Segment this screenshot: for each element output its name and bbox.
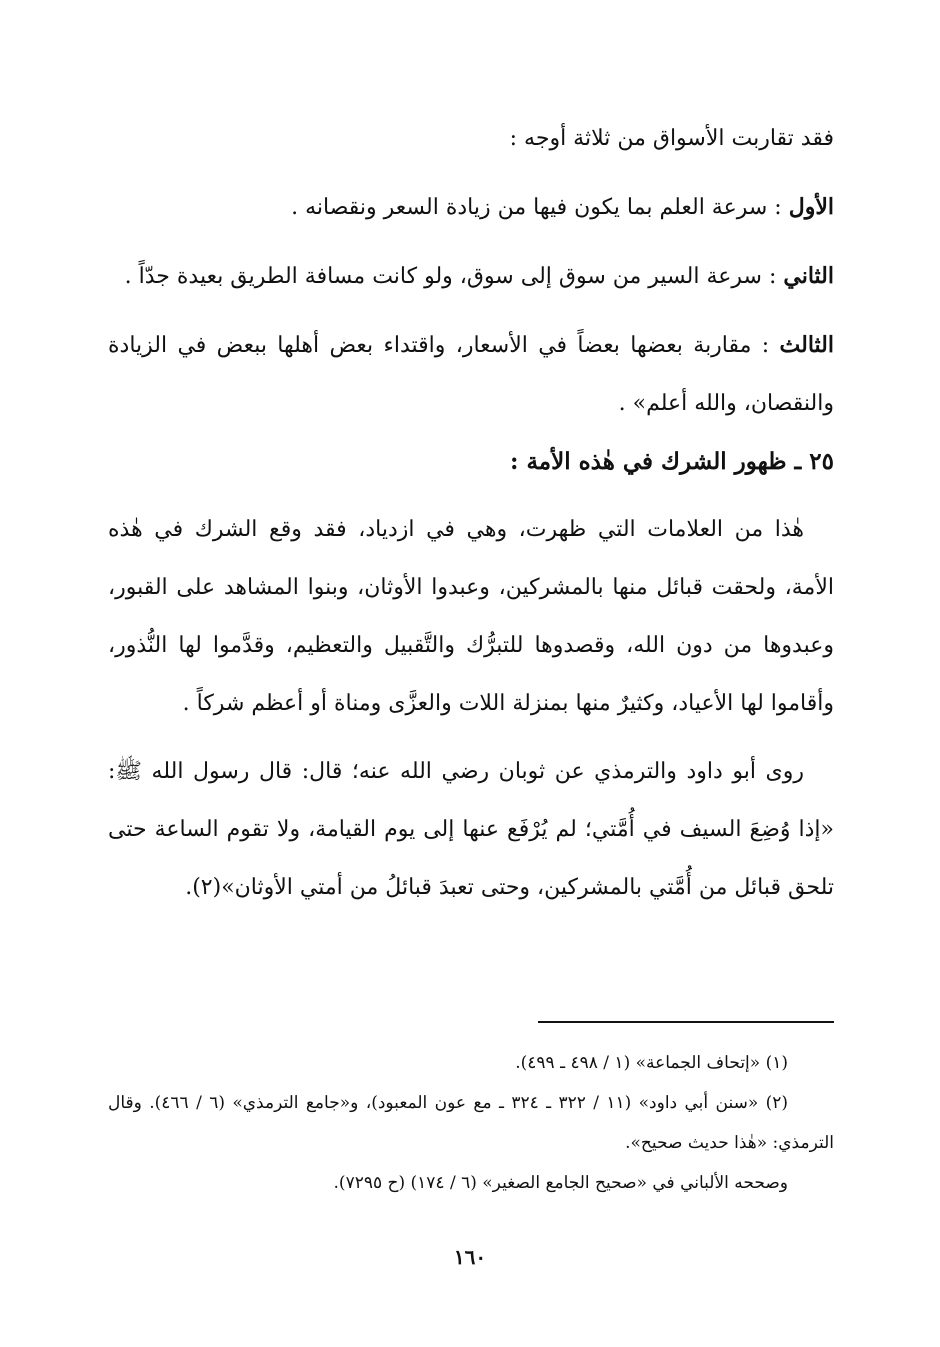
footnote-1: (١) «إتحاف الجماعة» (١ / ٤٩٨ ـ ٤٩٩). xyxy=(515,1053,788,1073)
intro-line: فقد تقاربت الأسواق من ثلاثة أوجه : xyxy=(509,126,834,151)
item-first-text: : سرعة العلم بما يكون فيها من زيادة السعر ونقصانه . xyxy=(291,195,782,220)
item-second-text: : سرعة السير من سوق إلى سوق، ولو كانت مسافة الطريق بعيدة جدّاً . xyxy=(124,264,777,289)
paragraph-hadith: روى أبو داود والترمذي عن ثوبان رضي الله عنه؛ قال: قال رسول الله ﷺ: «إذا وُضِعَ السيف في أُمَّتي؛ لم يُرْفَع عنها إلى يوم القيامة، ولا تقوم الساعة حتى تلحق قبائل من أُمَّتي بالمشركين، وحتى تعبدَ قبائلُ من أمتي الأوثان»(٢). xyxy=(108,759,834,900)
page-number: ١٦٠ xyxy=(453,1245,487,1269)
item-first xyxy=(108,178,834,237)
footnote-2: (٢) «سنن أبي داود» (١١ / ٣٢٢ ـ ٣٢٤ ـ مع عون المعبود)، و«جامع الترمذي» (٦ / ٤٦٦). وقال الترمذي: «هٰذا حديث صحيح». xyxy=(108,1093,834,1153)
item-third-label: الثالث xyxy=(779,332,834,358)
item-second-label: الثاني xyxy=(783,263,834,289)
item-third xyxy=(108,316,834,433)
item-third-text: : مقاربة بعضها بعضاً في الأسعار، واقتداء بعض أهلها ببعض في الزيادة والنقصان، والله أعلم» . xyxy=(108,333,834,416)
footnote-2-continued: وصححه الألباني في «صحيح الجامع الصغير» (٦ / ١٧٤) (ح ٧٢٩٥). xyxy=(333,1173,788,1193)
footnotes xyxy=(108,1043,834,1203)
paragraph-shirk: هٰذا من العلامات التي ظهرت، وهي في ازدياد، فقد وقع الشرك في هٰذه الأمة، ولحقت قبائل منها بالمشركين، وعبدوا الأوثان، وبنوا المشاهد على القبور، وعبدوها من دون الله، وقصدوها للتبرُّك والتَّقبيل والتعظيم، وقدَّموا لها النُّذور، وأقاموا لها الأعياد، وكثيرٌ منها بمنزلة اللات والعزَّى ومناة أو أعظم شركاً . xyxy=(108,517,834,716)
item-first-label: الأول xyxy=(788,194,834,220)
footnote-divider xyxy=(538,1021,834,1023)
section-heading: ٢٥ ـ ظهور الشرك في هٰذه الأمة : xyxy=(509,448,834,475)
page-body xyxy=(108,110,834,917)
item-second xyxy=(108,247,834,306)
